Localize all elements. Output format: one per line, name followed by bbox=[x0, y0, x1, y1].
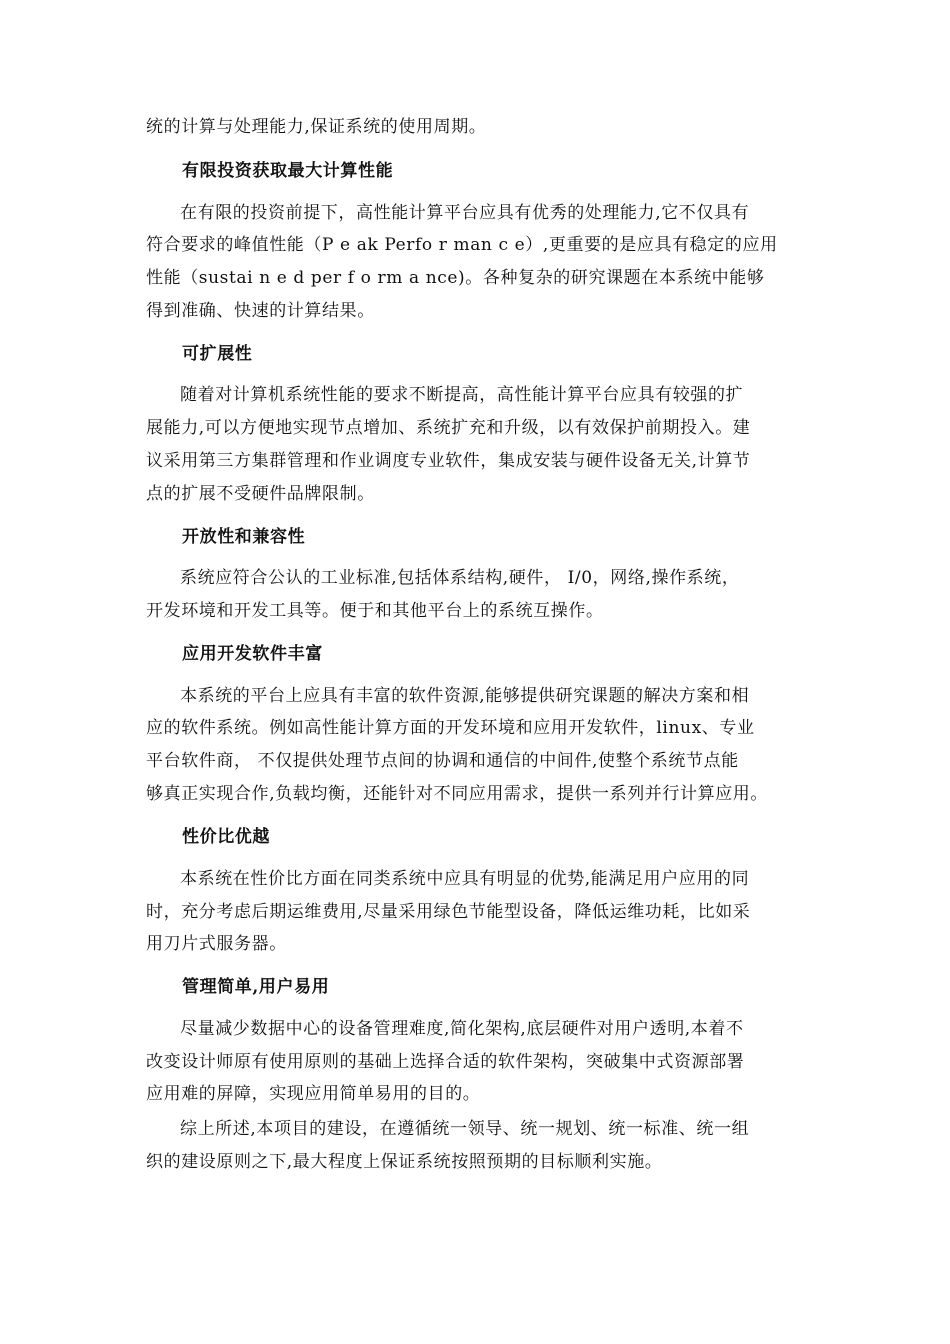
paragraph-line: 开发环境和开发工具等。便于和其他平台上的系统互操作。 bbox=[146, 601, 604, 621]
paragraph-line: 点的扩展不受硬件品牌限制。 bbox=[146, 484, 375, 504]
paragraph-line: 应的软件系统。例如高性能计算方面的开发环境和应用开发软件，linux、专业 bbox=[146, 718, 755, 738]
section-heading-investment: 有限投资获取最大计算性能 bbox=[182, 161, 394, 181]
paragraph-line: 系统应符合公认的工业标准,包括体系结构,硬件， I/0，网络,操作系统， bbox=[180, 568, 740, 588]
paragraph-line: 够真正实现合作,负载均衡，还能针对不同应用需求，提供一系列并行计算应用。 bbox=[146, 784, 769, 804]
intro-tail-line: 统的计算与处理能力,保证系统的使用周期。 bbox=[146, 117, 487, 137]
paragraph-line: 本系统的平台上应具有丰富的软件资源,能够提供研究课题的解决方案和相 bbox=[180, 686, 750, 706]
paragraph-line: 性能（sustai n e d per f o rm a nce)。各种复杂的研究课题在本系统中能够 bbox=[146, 268, 765, 288]
paragraph-line: 议采用第三方集群管理和作业调度专业软件，集成安装与硬件设备无关,计算节 bbox=[146, 451, 751, 471]
paragraph-line: 时，充分考虑后期运维费用,尽量采用绿色节能型设备，降低运维功耗，比如采 bbox=[146, 902, 751, 922]
paragraph-line: 随着对计算机系统性能的要求不断提高，高性能计算平台应具有较强的扩 bbox=[180, 385, 744, 405]
paragraph-line: 本系统在性价比方面在同类系统中应具有明显的优势,能满足用户应用的同 bbox=[180, 869, 750, 889]
section-heading-scalability: 可扩展性 bbox=[182, 344, 253, 364]
paragraph-line: 尽量减少数据中心的设备管理难度,简化架构,底层硬件对用户透明,本着不 bbox=[180, 1019, 744, 1039]
paragraph-line: 符合要求的峰值性能（P e ak Perfo r man c e）,更重要的是应具有稳定的应用 bbox=[146, 235, 778, 255]
section-heading-cost-performance: 性价比优越 bbox=[182, 827, 270, 847]
paragraph-line: 平台软件商， 不仅提供处理节点间的协调和通信的中间件,使整个系统节点能 bbox=[146, 751, 739, 771]
section-heading-openness: 开放性和兼容性 bbox=[182, 527, 306, 547]
paragraph-line: 用刀片式服务器。 bbox=[146, 934, 287, 954]
conclusion-line: 综上所述,本项目的建设，在遵循统一领导、统一规划、统一标准、统一组 bbox=[180, 1119, 750, 1139]
paragraph-line: 应用难的屏障，实现应用简单易用的目的。 bbox=[146, 1084, 481, 1104]
paragraph-line: 得到准确、快速的计算结果。 bbox=[146, 301, 375, 321]
paragraph-line: 在有限的投资前提下，高性能计算平台应具有优秀的处理能力,它不仅具有 bbox=[180, 203, 750, 223]
section-heading-management: 管理简单,用户易用 bbox=[182, 977, 330, 997]
conclusion-line: 织的建设原则之下,最大程度上保证系统按照预期的目标顺利实施。 bbox=[146, 1152, 663, 1172]
paragraph-line: 改变设计师原有使用原则的基础上选择合适的软件架构，突破集中式资源部署 bbox=[146, 1052, 745, 1072]
section-heading-software: 应用开发软件丰富 bbox=[182, 644, 323, 664]
paragraph-line: 展能力,可以方便地实现节点增加、系统扩充和升级，以有效保护前期投入。建 bbox=[146, 418, 751, 438]
